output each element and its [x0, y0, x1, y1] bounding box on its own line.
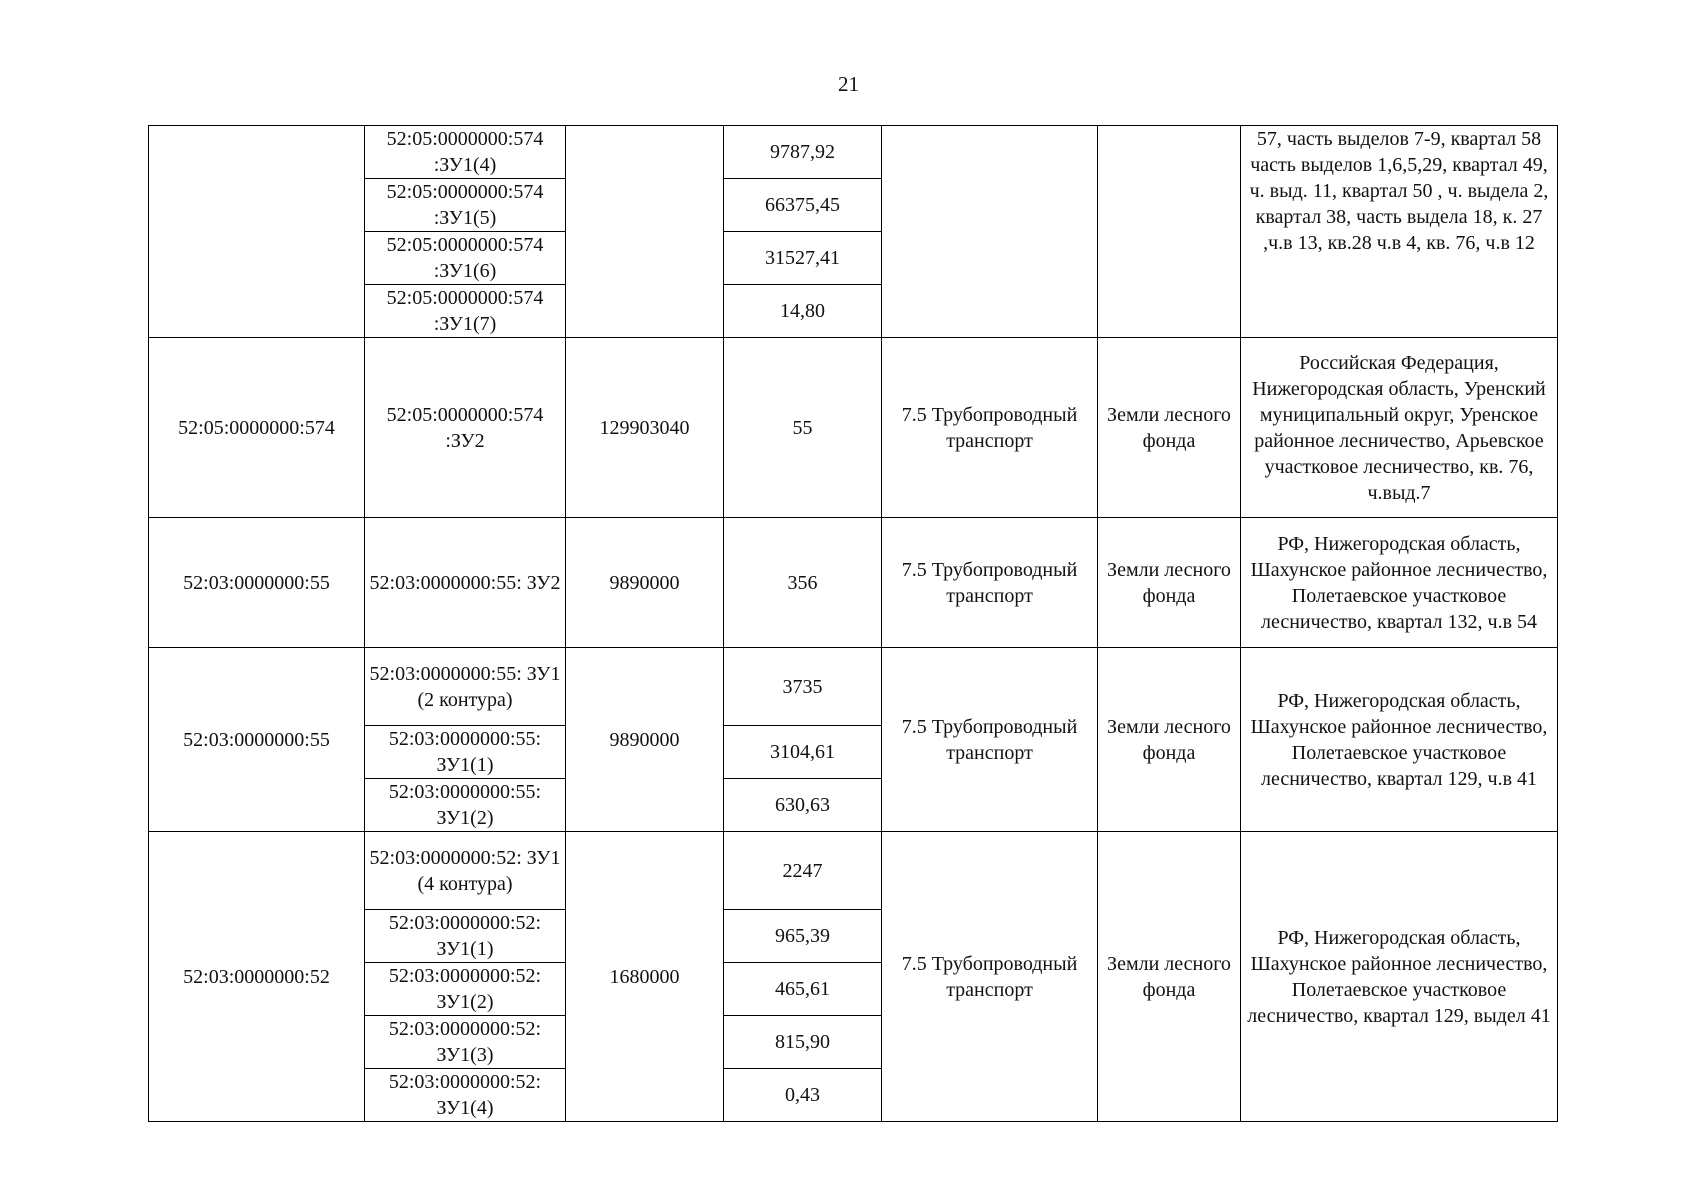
- sub-parcel-area-cell: 3735: [724, 648, 882, 726]
- total-area-cell: 9890000: [566, 518, 724, 648]
- use-category-cell: 7.5 Трубопроводный транспорт: [882, 338, 1098, 518]
- sub-parcel-area-cell: 0,43: [724, 1069, 882, 1122]
- location-cell: 57, часть выделов 7-9, квартал 58 часть выделов 1,6,5,29, квартал 49, ч. выд. 11, квартал 50 , ч. выдела 2, квартал 38, часть выдела 18, к. 27 ,ч.в 13, кв.28 ч.в 4, кв. 76, ч.в 12: [1241, 126, 1558, 338]
- table-row: [149, 832, 1558, 910]
- land-category-cell: [1098, 126, 1241, 338]
- location-cell: РФ, Нижегородская область, Шахунское районное лесничество, Полетаевское участковое лесничество, квартал 132, ч.в 54: [1241, 518, 1558, 648]
- table-row: [149, 126, 1558, 179]
- use-category-cell: 7.5 Трубопроводный транспорт: [882, 518, 1098, 648]
- sub-parcel-area-cell: 31527,41: [724, 232, 882, 285]
- parcel-number-cell: 52:03:0000000:55: [149, 648, 365, 832]
- sub-parcel-number-cell: 52:03:0000000:55: ЗУ2: [365, 518, 566, 648]
- sub-parcel-number-cell: 52:03:0000000:52: ЗУ1 (4 контура): [365, 832, 566, 910]
- use-category-cell: 7.5 Трубопроводный транспорт: [882, 648, 1098, 832]
- page-number: 21: [838, 72, 859, 96]
- sub-parcel-area-cell: 815,90: [724, 1016, 882, 1069]
- use-category-cell: [882, 126, 1098, 338]
- sub-parcel-area-cell: 2247: [724, 832, 882, 910]
- sub-parcel-number-cell: 52:05:0000000:574 :ЗУ1(6): [365, 232, 566, 285]
- sub-parcel-area-cell: 9787,92: [724, 126, 882, 179]
- sub-parcel-number-cell: 52:03:0000000:55: ЗУ1(1): [365, 726, 566, 779]
- sub-parcel-number-cell: 52:03:0000000:55: ЗУ1(2): [365, 779, 566, 832]
- total-area-cell: 9890000: [566, 648, 724, 832]
- table-row: [149, 518, 1558, 648]
- sub-parcel-number-cell: 52:03:0000000:52: ЗУ1(4): [365, 1069, 566, 1122]
- sub-parcel-number-cell: 52:03:0000000:52: ЗУ1(1): [365, 910, 566, 963]
- sub-parcel-area-cell: 3104,61: [724, 726, 882, 779]
- land-category-cell: Земли лесного фонда: [1098, 338, 1241, 518]
- table-row: [149, 338, 1558, 518]
- parcel-number-cell: 52:03:0000000:52: [149, 832, 365, 1122]
- sub-parcel-area-cell: 356: [724, 518, 882, 648]
- sub-parcel-area-cell: 66375,45: [724, 179, 882, 232]
- total-area-cell: 129903040: [566, 338, 724, 518]
- parcel-number-cell: [149, 126, 365, 338]
- sub-parcel-area-cell: 465,61: [724, 963, 882, 1016]
- sub-parcel-area-cell: 14,80: [724, 285, 882, 338]
- parcel-number-cell: 52:03:0000000:55: [149, 518, 365, 648]
- table-row: [149, 648, 1558, 726]
- sub-parcel-number-cell: 52:03:0000000:52: ЗУ1(3): [365, 1016, 566, 1069]
- sub-parcel-number-cell: 52:05:0000000:574 :ЗУ1(5): [365, 179, 566, 232]
- sub-parcel-number-cell: 52:03:0000000:55: ЗУ1 (2 контура): [365, 648, 566, 726]
- sub-parcel-area-cell: 630,63: [724, 779, 882, 832]
- land-category-cell: Земли лесного фонда: [1098, 648, 1241, 832]
- use-category-cell: 7.5 Трубопроводный транспорт: [882, 832, 1098, 1122]
- sub-parcel-number-cell: 52:05:0000000:574 :ЗУ1(4): [365, 126, 566, 179]
- land-category-cell: Земли лесного фонда: [1098, 518, 1241, 648]
- parcels-table: [148, 125, 1558, 1122]
- location-cell: РФ, Нижегородская область, Шахунское районное лесничество, Полетаевское участковое лесничество, квартал 129, ч.в 41: [1241, 648, 1558, 832]
- sub-parcel-area-cell: 965,39: [724, 910, 882, 963]
- land-category-cell: Земли лесного фонда: [1098, 832, 1241, 1122]
- sub-parcel-number-cell: 52:05:0000000:574 :ЗУ1(7): [365, 285, 566, 338]
- total-area-cell: 1680000: [566, 832, 724, 1122]
- location-cell: Российская Федерация, Нижегородская область, Уренский муниципальный округ, Уренское районное лесничество, Арьевское участковое лесничество, кв. 76, ч.выд.7: [1241, 338, 1558, 518]
- location-cell: РФ, Нижегородская область, Шахунское районное лесничество, Полетаевское участковое лесничество, квартал 129, выдел 41: [1241, 832, 1558, 1122]
- sub-parcel-number-cell: 52:05:0000000:574 :ЗУ2: [365, 338, 566, 518]
- sub-parcel-number-cell: 52:03:0000000:52: ЗУ1(2): [365, 963, 566, 1016]
- sub-parcel-area-cell: 55: [724, 338, 882, 518]
- parcel-number-cell: 52:05:0000000:574: [149, 338, 365, 518]
- total-area-cell: [566, 126, 724, 338]
